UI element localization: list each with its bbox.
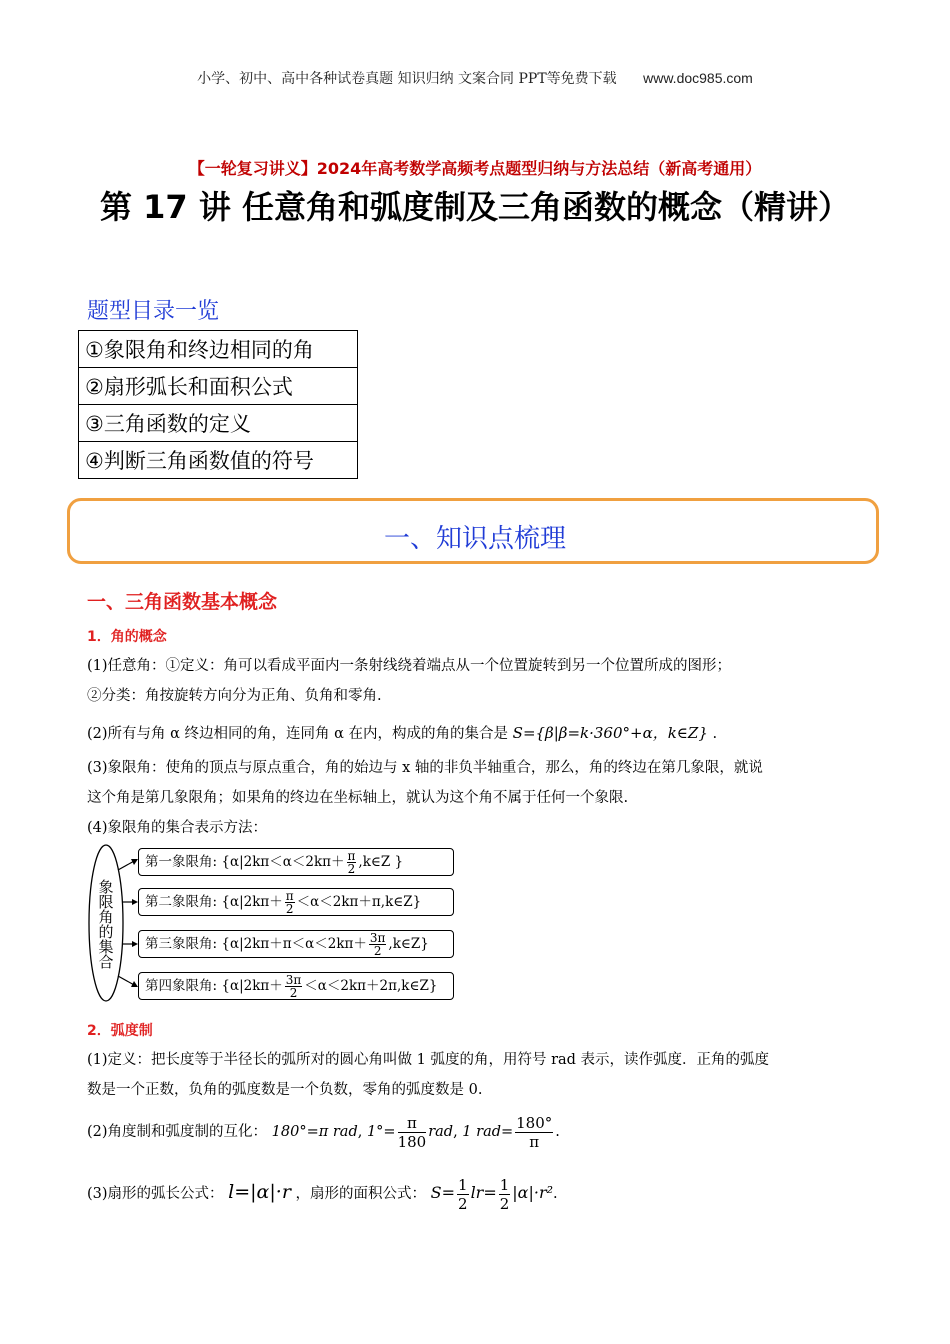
page-header xyxy=(0,68,950,88)
conversion-frac-2-den: π xyxy=(529,1132,540,1151)
conversion-frac-1-num: π xyxy=(398,1114,427,1133)
sector-area-text: ，扇形的面积公式： xyxy=(295,1186,427,1202)
paragraph-coterminal xyxy=(87,723,717,744)
sector-area-formula-c: |α|·r² xyxy=(512,1183,554,1202)
conversion-frac-1 xyxy=(398,1114,427,1151)
q3-frac-den: 2 xyxy=(373,944,382,958)
q3-formula-end: ,k∈Z} xyxy=(388,936,429,952)
paragraph-radian-def-2: 数是一个正数，负角的弧度数是一个负数，零角的弧度数是 0. xyxy=(87,1082,483,1098)
conversion-formula-1: 180°=π rad xyxy=(271,1124,358,1140)
q2-frac-num: π xyxy=(285,889,294,903)
paragraph-sector-formulas: (3)扇形的弧长公式： l=|α|·r ，扇形的面积公式： S= $\frac{1}{2}$ lr= $\frac{1}{2}$ |α|·r². xyxy=(87,1175,558,1213)
arc-length-formula: l=|α|·r xyxy=(228,1181,291,1203)
subsection-radian: 2．弧度制 xyxy=(87,1023,153,1039)
q3-frac-num: 3π xyxy=(369,931,386,945)
paragraph-quadrant-sets: (4)象限角的集合表示方法： xyxy=(87,820,268,836)
diagram-char: 的 xyxy=(98,923,114,941)
arc-length-text: (3)扇形的弧长公式： xyxy=(87,1186,224,1202)
q3-formula: {α|2kπ＋π＜α＜2kπ＋ xyxy=(221,936,367,952)
header-site[interactable]: www.doc985.com xyxy=(643,70,753,86)
q1-formula: {α|2kπ＜α＜2kπ＋ xyxy=(221,854,345,870)
section-banner-title: 一、知识点梳理 xyxy=(383,524,566,554)
q2-formula-end: ＜α＜2kπ＋π,k∈Z} xyxy=(296,894,422,910)
conversion-formula-2b: rad xyxy=(428,1124,454,1140)
conversion-frac-2-num: 180° xyxy=(516,1113,553,1132)
paragraph-quadrant-angle-1: (3)象限角：使角的顶点与原点重合，角的始边与 x 轴的非负半轴重合，那么，角的终边在第几象限，就说 xyxy=(87,760,763,776)
toc-item: ①象限角和终边相同的角 xyxy=(79,331,358,368)
paragraph-any-angle: (1)任意角：①定义：角可以看成平面内一条射线绕着端点从一个位置旋转到另一个位置所成的图形； xyxy=(87,658,732,674)
page-title: 第 17 讲 任意角和弧度制及三角函数的概念（精讲） xyxy=(100,188,850,226)
quadrant-4-box xyxy=(138,972,454,1000)
q1-label: 第一象限角: xyxy=(145,854,218,870)
q1-fraction xyxy=(347,850,357,875)
q1-formula-end: ,k∈Z } xyxy=(358,854,404,870)
sector-area-formula-a: S= xyxy=(430,1183,456,1202)
q4-label: 第四象限角: xyxy=(145,978,218,994)
sector-area-formula-b: lr= xyxy=(470,1183,497,1202)
q3-fraction xyxy=(369,932,387,957)
sector-area-frac-2-den: 2 xyxy=(499,1194,510,1213)
diagram-char: 合 xyxy=(98,953,114,971)
subsection-angle-concept: 1．角的概念 xyxy=(87,629,167,645)
paragraph-radian-def-1: (1)定义：把长度等于半径长的弧所对的圆心角叫做 1 弧度的角，用符号 rad 表示，读作弧度．正角的弧度 xyxy=(87,1052,770,1068)
q2-fraction xyxy=(285,890,295,915)
q4-frac-den: 2 xyxy=(289,986,298,1000)
quadrant-2-box xyxy=(138,888,454,916)
quadrant-1-box xyxy=(138,848,454,876)
paragraph-conversion: (2)角度制和弧度制的互化： 180°=π rad, 1°= $\frac{\pi}{180}$ rad, 1 rad= $\frac{180^\circ}{\pi}$ . xyxy=(87,1113,560,1151)
conversion-frac-1-den: 180 xyxy=(397,1132,427,1151)
diagram-char: 集 xyxy=(98,938,114,956)
toc-item: ③三角函数的定义 xyxy=(79,405,358,442)
conversion-formula-3a: 1 rad= xyxy=(462,1124,514,1140)
diagram-char: 象 xyxy=(98,878,114,896)
toc-heading: 题型目录一览 xyxy=(87,299,220,324)
document-subtitle: 【一轮复习讲义】2024年高考数学高频考点题型归纳与方法总结（新高考通用） xyxy=(188,159,762,178)
diagram-char: 角 xyxy=(98,908,114,926)
q4-fraction xyxy=(285,974,303,999)
q4-formula-end: ＜α＜2kπ＋2π,k∈Z} xyxy=(304,978,438,994)
coterminal-period: . xyxy=(712,726,718,742)
toc-item: ②扇形弧长和面积公式 xyxy=(79,368,358,405)
conversion-text: (2)角度制和弧度制的互化： xyxy=(87,1124,268,1140)
coterminal-set-formula: S={β|β=k·360°+α，k∈Z} xyxy=(512,724,708,742)
paragraph-classification: ②分类：角按旋转方向分为正角、负角和零角. xyxy=(87,688,382,704)
quadrant-3-box xyxy=(138,930,454,958)
section-heading: 一、三角函数基本概念 xyxy=(87,591,278,613)
toc-table xyxy=(78,330,358,479)
sector-area-frac-2-num: 1 xyxy=(499,1175,510,1194)
q3-label: 第三象限角: xyxy=(145,936,218,952)
sector-area-frac-2 xyxy=(499,1176,511,1213)
diagram-char: 限 xyxy=(98,893,114,911)
q4-frac-num: 3π xyxy=(285,973,302,987)
conversion-frac-2 xyxy=(515,1114,553,1151)
sector-area-frac-1 xyxy=(457,1176,469,1213)
q2-label: 第二象限角: xyxy=(145,894,218,910)
q2-formula: {α|2kπ＋ xyxy=(221,894,283,910)
q2-frac-den: 2 xyxy=(285,902,294,916)
sector-area-frac-1-den: 2 xyxy=(458,1194,468,1213)
sector-area-frac-1-num: 1 xyxy=(458,1175,468,1194)
q1-frac-num: π xyxy=(347,849,356,863)
diagram-center-label xyxy=(98,880,114,970)
header-text: 小学、初中、高中各种试卷真题 知识归纳 文案合同 PPT等免费下载 xyxy=(197,71,617,87)
paragraph-quadrant-angle-2: 这个角是第几象限角；如果角的终边在坐标轴上，就认为这个角不属于任何一个象限. xyxy=(87,790,629,806)
toc-item: ④判断三角函数值的符号 xyxy=(79,442,358,479)
coterminal-text: (2)所有与角 α 终边相同的角，连同角 α 在内，构成的角的集合是 xyxy=(87,726,509,742)
q4-formula: {α|2kπ＋ xyxy=(221,978,283,994)
conversion-formula-2a: 1°= xyxy=(366,1124,396,1140)
q1-frac-den: 2 xyxy=(347,862,356,876)
